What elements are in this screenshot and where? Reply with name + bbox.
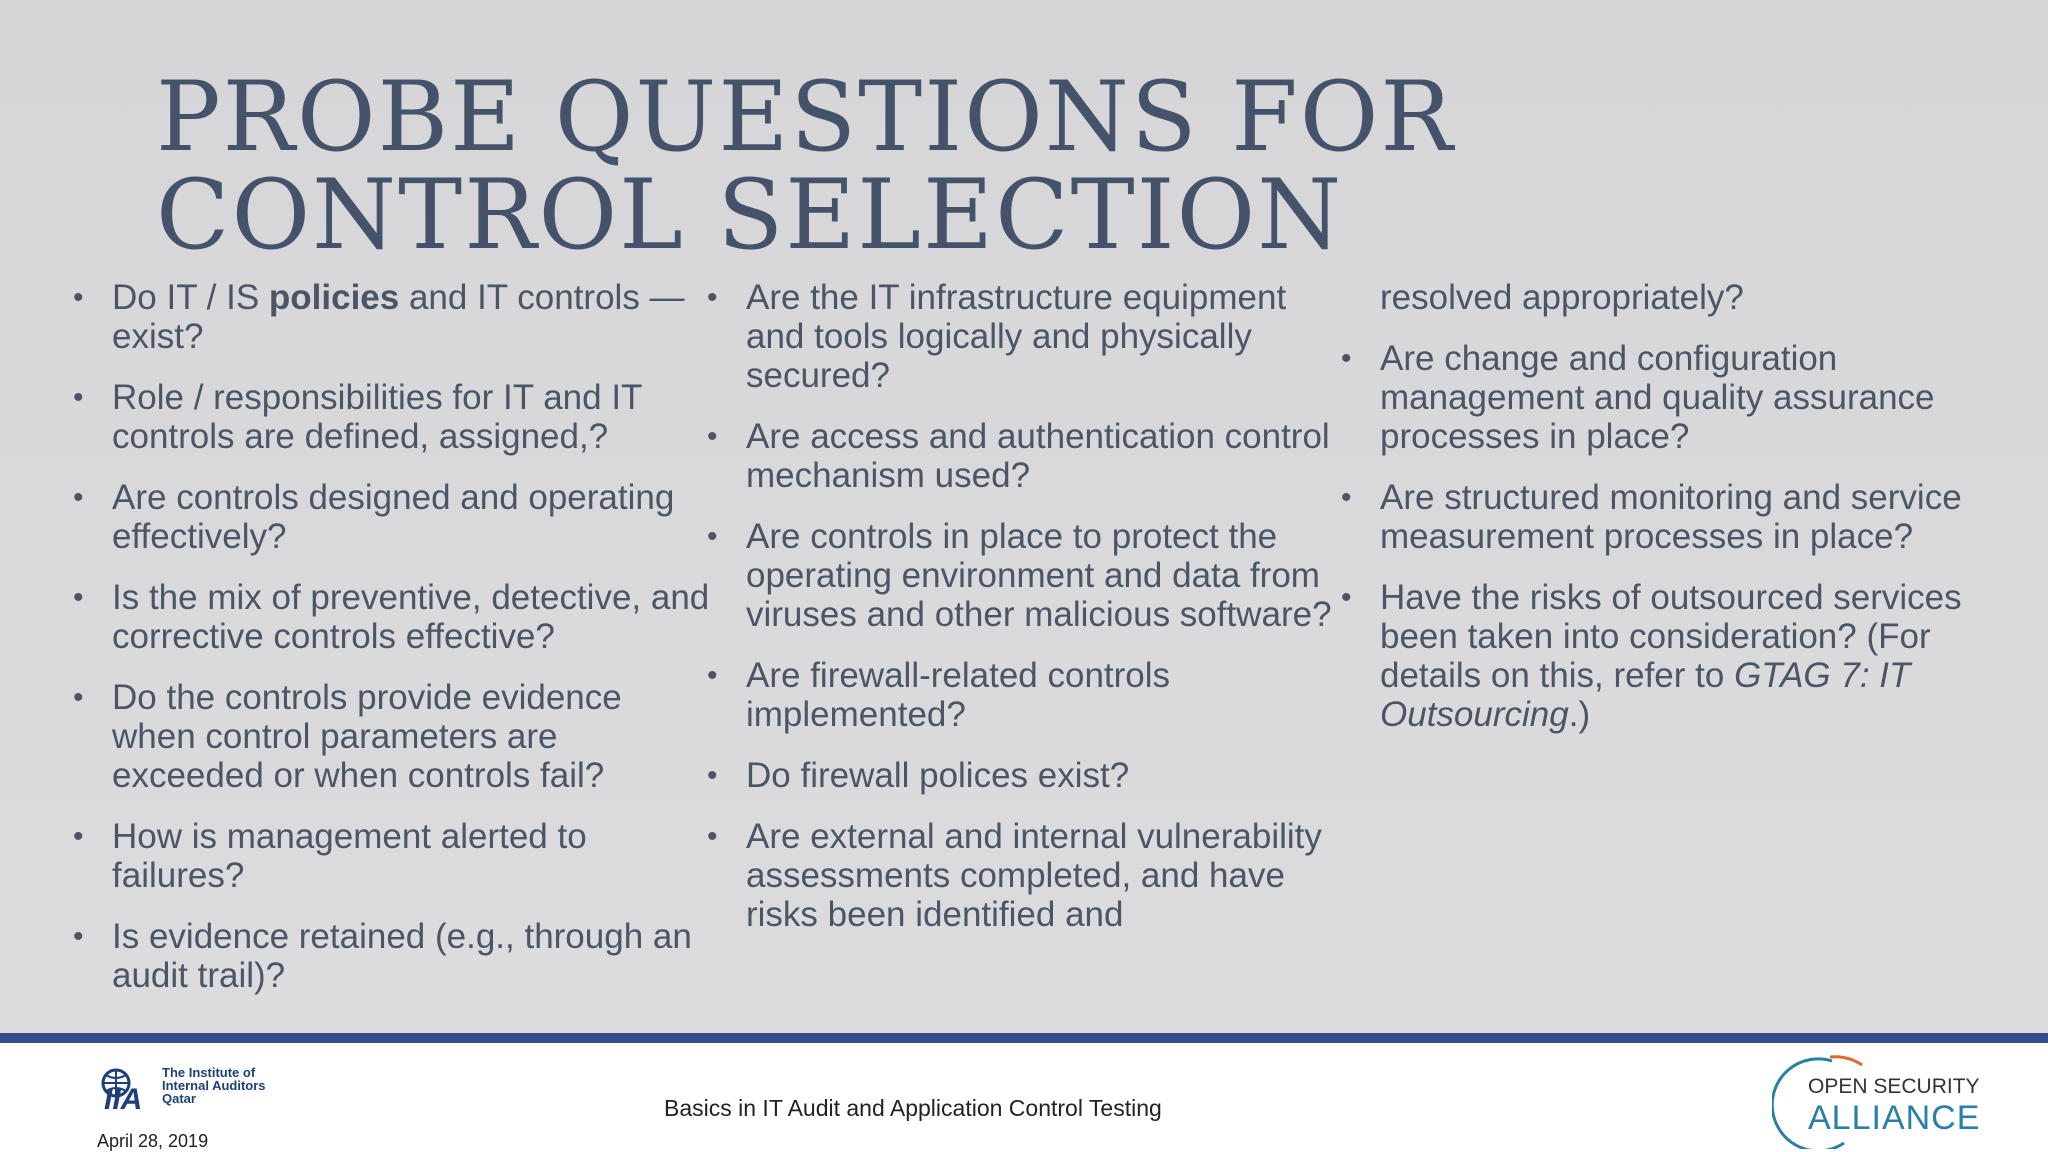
bullet-column-3	[1341, 278, 1981, 756]
osa-bottom-text: ALLIANCE	[1808, 1099, 1981, 1137]
iia-line-1: The Institute of	[162, 1065, 256, 1080]
list-item: • Are firewall-related controls implemented?	[707, 656, 1171, 734]
osa-top-text: OPEN SECURITY	[1808, 1075, 1980, 1098]
bullet-dot: •	[707, 281, 718, 314]
list-item: • Are external and internal vulnerability assessments completed, and have risks been identified and	[707, 817, 1322, 934]
list-item: • Do the controls provide evidence when control parameters are exceeded or when controls fail?	[73, 678, 622, 795]
reference-title: GTAG 7: IT Outsourcing	[1380, 656, 1911, 734]
bullet-column-1	[73, 278, 713, 1017]
slide-footer	[0, 1033, 2048, 1152]
iia-globe-icon	[100, 1063, 290, 1113]
bullet-dot: •	[707, 420, 718, 453]
list-item: • Do IT / IS policies and IT controls — exist?	[73, 278, 685, 356]
iia-line-2: Internal Auditors	[162, 1078, 266, 1093]
list-item: • Is evidence retained (e.g., through an audit trail)?	[73, 917, 692, 995]
list-item: • Are the IT infrastructure equipment and tools logically and physically secured?	[707, 278, 1287, 395]
bullet-dot: •	[707, 520, 718, 553]
slide-title: PROBE QUESTIONS FOR CONTROL SELECTION	[156, 61, 1455, 271]
list-item: • Are controls in place to protect the operating environment and data from viruses and other malicious software?	[707, 517, 1332, 634]
bullet-dot: •	[73, 281, 84, 314]
bullet-dot: •	[1341, 481, 1352, 514]
bullet-dot: •	[73, 581, 84, 614]
bullet-dot: •	[707, 759, 718, 792]
bullet-dot: •	[73, 681, 84, 714]
bullet-dot: •	[707, 820, 718, 853]
iia-line-3: Qatar	[162, 1091, 196, 1106]
list-item: • Are controls designed and operating effectively?	[73, 478, 675, 556]
open-security-alliance-logo	[1772, 1053, 1981, 1149]
bullet-dot: •	[73, 481, 84, 514]
footer-date: April 28, 2019	[97, 1131, 209, 1151]
footer-presentation-title: Basics in IT Audit and Application Control Testing	[664, 1095, 1162, 1121]
list-item: • Have the risks of outsourced services been taken into consideration? (For details on this, refer to GTAG 7: IT Outsourcing.)	[1341, 578, 1962, 734]
iia-qatar-logo	[100, 1063, 290, 1113]
list-item: • Are structured monitoring and service measurement processes in place?	[1341, 478, 1962, 556]
list-item: • Are change and configuration management and quality assurance processes in place?	[1341, 339, 1935, 456]
bullet-dot: •	[707, 659, 718, 692]
list-item: • Are access and authentication control mechanism used?	[707, 417, 1330, 495]
bullet-dot: •	[1341, 342, 1352, 375]
bullet-dot: •	[73, 381, 84, 414]
list-item: • Role / responsibilities for IT and IT controls are defined, assigned,?	[73, 378, 642, 456]
bullet-dot: •	[73, 920, 84, 953]
list-item-continuation: resolved appropriately?	[1380, 278, 1744, 317]
bullet-column-2	[707, 278, 1347, 956]
list-item: • Do firewall polices exist?	[707, 756, 1130, 795]
bullet-dot: •	[1341, 581, 1352, 614]
list-item: • Is the mix of preventive, detective, and corrective controls effective?	[73, 578, 710, 656]
emphasis-text: policies	[268, 278, 400, 317]
iia-mark-text: IIA	[104, 1083, 143, 1113]
bullet-dot: •	[73, 820, 84, 853]
list-item: • How is management alerted to failures?	[73, 817, 587, 895]
